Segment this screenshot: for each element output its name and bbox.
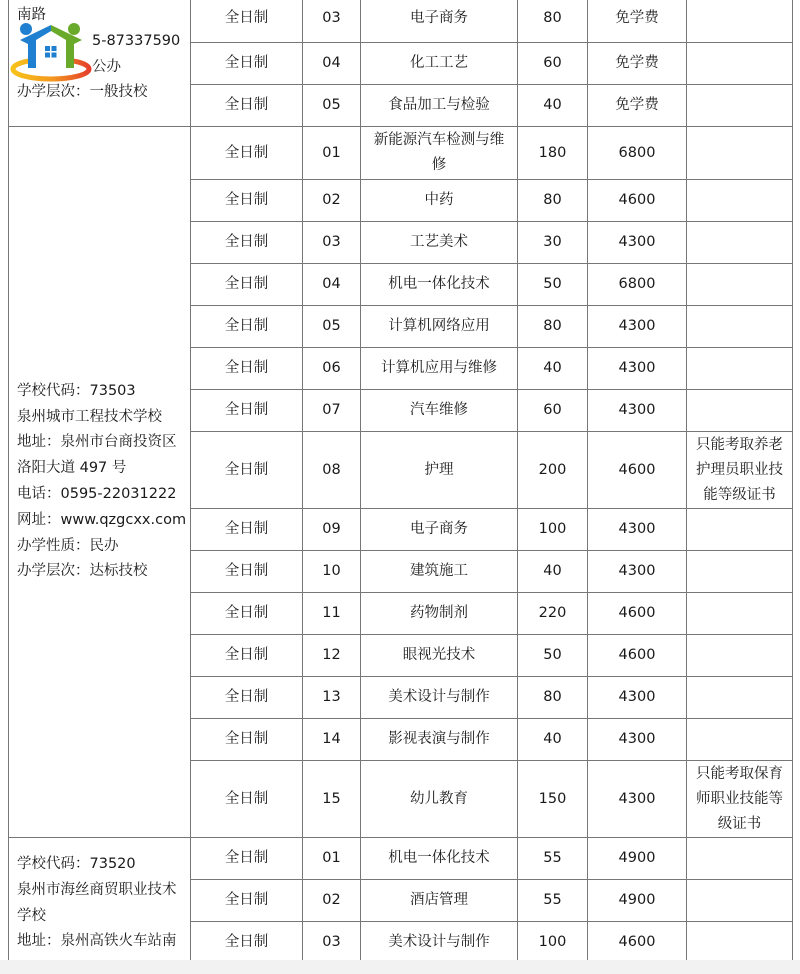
quota: 180 bbox=[518, 127, 588, 180]
note-line: 只能考取养老 bbox=[696, 436, 783, 453]
quota: 40 bbox=[518, 348, 588, 390]
major-name: 幼儿教育 bbox=[361, 761, 518, 838]
major-code: 05 bbox=[303, 85, 361, 127]
fee: 4300 bbox=[588, 509, 687, 551]
school-info-cell bbox=[9, 127, 191, 838]
major-code: 15 bbox=[303, 761, 361, 838]
major-name: 计算机应用与维修 bbox=[361, 348, 518, 390]
school-level: 办学层次：达标技校 bbox=[17, 563, 148, 580]
study-mode: 全日制 bbox=[191, 551, 303, 593]
major-code: 08 bbox=[303, 432, 361, 509]
study-mode: 全日制 bbox=[191, 880, 303, 922]
note bbox=[687, 127, 793, 180]
major-code: 03 bbox=[303, 222, 361, 264]
table-row bbox=[9, 838, 793, 880]
major-code: 09 bbox=[303, 509, 361, 551]
major-code: 06 bbox=[303, 348, 361, 390]
fee: 4300 bbox=[588, 222, 687, 264]
school-name: 泉州城市工程技术学校 bbox=[17, 408, 162, 425]
major-name: 建筑施工 bbox=[361, 551, 518, 593]
note bbox=[687, 635, 793, 677]
major-code: 03 bbox=[303, 0, 361, 43]
major-code: 10 bbox=[303, 551, 361, 593]
school-name-cont: 学校 bbox=[17, 907, 46, 924]
study-mode: 全日制 bbox=[191, 432, 303, 509]
quota: 40 bbox=[518, 85, 588, 127]
fee: 4300 bbox=[588, 677, 687, 719]
fee: 4600 bbox=[588, 635, 687, 677]
school-website: 网址：www.qzgcxx.com bbox=[17, 511, 187, 528]
fee: 免学费 bbox=[588, 43, 687, 85]
quota: 55 bbox=[518, 838, 588, 880]
study-mode: 全日制 bbox=[191, 635, 303, 677]
page-bottom-margin bbox=[0, 960, 800, 974]
school-code: 学校代码：73520 bbox=[17, 856, 136, 872]
fee: 4300 bbox=[588, 761, 687, 838]
school-info-cell bbox=[9, 838, 191, 963]
major-name: 眼视光技术 bbox=[361, 635, 518, 677]
note-line: 只能考取保育 bbox=[696, 765, 783, 782]
school-address: 地址：泉州市台商投资区 bbox=[17, 434, 177, 451]
major-name-line: 新能源汽车检测与维 bbox=[373, 132, 505, 148]
fee: 4300 bbox=[588, 348, 687, 390]
fee: 4600 bbox=[588, 593, 687, 635]
quota: 40 bbox=[518, 551, 588, 593]
major-name: 工艺美术 bbox=[361, 222, 518, 264]
note bbox=[687, 390, 793, 432]
school-ownership: 办学性质：民办 bbox=[17, 537, 119, 554]
note bbox=[687, 180, 793, 222]
study-mode: 全日制 bbox=[191, 348, 303, 390]
note bbox=[687, 677, 793, 719]
quota: 80 bbox=[518, 0, 588, 43]
fee: 4300 bbox=[588, 390, 687, 432]
major-name: 电子商务 bbox=[361, 0, 518, 43]
major-name: 计算机网络应用 bbox=[361, 306, 518, 348]
major-code: 13 bbox=[303, 677, 361, 719]
quota: 55 bbox=[518, 880, 588, 922]
school-info-line: 公办 bbox=[92, 58, 121, 75]
major-code: 11 bbox=[303, 593, 361, 635]
study-mode: 全日制 bbox=[191, 127, 303, 180]
note bbox=[687, 551, 793, 593]
study-mode: 全日制 bbox=[191, 677, 303, 719]
school-address-cont: 洛阳大道 497 号 bbox=[17, 460, 127, 477]
school-info-line: 办学层次：一般技校 bbox=[17, 84, 148, 101]
major-code: 03 bbox=[303, 922, 361, 963]
note bbox=[687, 593, 793, 635]
study-mode: 全日制 bbox=[191, 180, 303, 222]
quota: 100 bbox=[518, 922, 588, 963]
study-mode: 全日制 bbox=[191, 43, 303, 85]
major-code: 04 bbox=[303, 43, 361, 85]
major-name: 护理 bbox=[361, 432, 518, 509]
major-name: 机电一体化技术 bbox=[361, 264, 518, 306]
note bbox=[687, 719, 793, 761]
fee: 4600 bbox=[588, 432, 687, 509]
study-mode: 全日制 bbox=[191, 390, 303, 432]
major-code: 05 bbox=[303, 306, 361, 348]
fee: 4300 bbox=[588, 306, 687, 348]
major-code: 02 bbox=[303, 180, 361, 222]
note bbox=[687, 43, 793, 85]
major-name: 药物制剂 bbox=[361, 593, 518, 635]
enrollment-table bbox=[8, 0, 793, 963]
major-name: 电子商务 bbox=[361, 509, 518, 551]
major-name: 汽车维修 bbox=[361, 390, 518, 432]
major-name: 美术设计与制作 bbox=[361, 677, 518, 719]
fee: 免学费 bbox=[588, 85, 687, 127]
major-name: 影视表演与制作 bbox=[361, 719, 518, 761]
note bbox=[687, 0, 793, 43]
quota: 200 bbox=[518, 432, 588, 509]
quota: 150 bbox=[518, 761, 588, 838]
note bbox=[687, 761, 793, 838]
fee: 4300 bbox=[588, 719, 687, 761]
major-name: 化工工艺 bbox=[361, 43, 518, 85]
quota: 80 bbox=[518, 180, 588, 222]
study-mode: 全日制 bbox=[191, 719, 303, 761]
study-mode: 全日制 bbox=[191, 264, 303, 306]
study-mode: 全日制 bbox=[191, 922, 303, 963]
school-info-line: 南路 bbox=[17, 7, 46, 23]
major-code: 01 bbox=[303, 838, 361, 880]
note bbox=[687, 838, 793, 880]
major-code: 02 bbox=[303, 880, 361, 922]
quota: 220 bbox=[518, 593, 588, 635]
major-name bbox=[361, 127, 518, 180]
note-line: 能等级证书 bbox=[703, 486, 776, 503]
study-mode: 全日制 bbox=[191, 306, 303, 348]
study-mode: 全日制 bbox=[191, 761, 303, 838]
quota: 80 bbox=[518, 677, 588, 719]
school-phone: 电话：0595-22031222 bbox=[17, 486, 177, 502]
fee: 4600 bbox=[588, 180, 687, 222]
note bbox=[687, 222, 793, 264]
fee: 6800 bbox=[588, 264, 687, 306]
study-mode: 全日制 bbox=[191, 0, 303, 43]
study-mode: 全日制 bbox=[191, 85, 303, 127]
quota: 50 bbox=[518, 264, 588, 306]
major-code: 07 bbox=[303, 390, 361, 432]
fee: 免学费 bbox=[588, 0, 687, 43]
major-name-line: 修 bbox=[431, 157, 447, 173]
study-mode: 全日制 bbox=[191, 222, 303, 264]
quota: 60 bbox=[518, 43, 588, 85]
note bbox=[687, 922, 793, 963]
note bbox=[687, 880, 793, 922]
school-address: 地址：泉州高铁火车站南 bbox=[17, 933, 177, 950]
fee: 4300 bbox=[588, 551, 687, 593]
study-mode: 全日制 bbox=[191, 838, 303, 880]
major-name: 酒店管理 bbox=[361, 880, 518, 922]
note bbox=[687, 306, 793, 348]
school-name: 泉州市海丝商贸职业技术 bbox=[17, 881, 177, 898]
note bbox=[687, 348, 793, 390]
major-name: 机电一体化技术 bbox=[361, 838, 518, 880]
study-mode: 全日制 bbox=[191, 509, 303, 551]
major-name: 美术设计与制作 bbox=[361, 922, 518, 963]
quota: 30 bbox=[518, 222, 588, 264]
quota: 100 bbox=[518, 509, 588, 551]
major-code: 14 bbox=[303, 719, 361, 761]
study-mode: 全日制 bbox=[191, 593, 303, 635]
fee: 4600 bbox=[588, 922, 687, 963]
quota: 50 bbox=[518, 635, 588, 677]
quota: 80 bbox=[518, 306, 588, 348]
note bbox=[687, 432, 793, 509]
house-family-logo-icon bbox=[10, 20, 92, 82]
major-code: 04 bbox=[303, 264, 361, 306]
major-name: 中药 bbox=[361, 180, 518, 222]
note-line: 护理员职业技 bbox=[696, 461, 783, 478]
school-code: 学校代码：73503 bbox=[17, 382, 136, 399]
note bbox=[687, 509, 793, 551]
school-info-line: 5-87337590 bbox=[92, 32, 181, 49]
note bbox=[687, 85, 793, 127]
fee: 4900 bbox=[588, 838, 687, 880]
table-row bbox=[9, 127, 793, 180]
fee: 6800 bbox=[588, 127, 687, 180]
note bbox=[687, 264, 793, 306]
table-row bbox=[9, 0, 793, 43]
major-name: 食品加工与检验 bbox=[361, 85, 518, 127]
note-line: 级证书 bbox=[717, 815, 762, 832]
quota: 40 bbox=[518, 719, 588, 761]
quota: 60 bbox=[518, 390, 588, 432]
note-line: 师职业技能等 bbox=[696, 790, 783, 807]
fee: 4900 bbox=[588, 880, 687, 922]
major-code: 01 bbox=[303, 127, 361, 180]
major-code: 12 bbox=[303, 635, 361, 677]
